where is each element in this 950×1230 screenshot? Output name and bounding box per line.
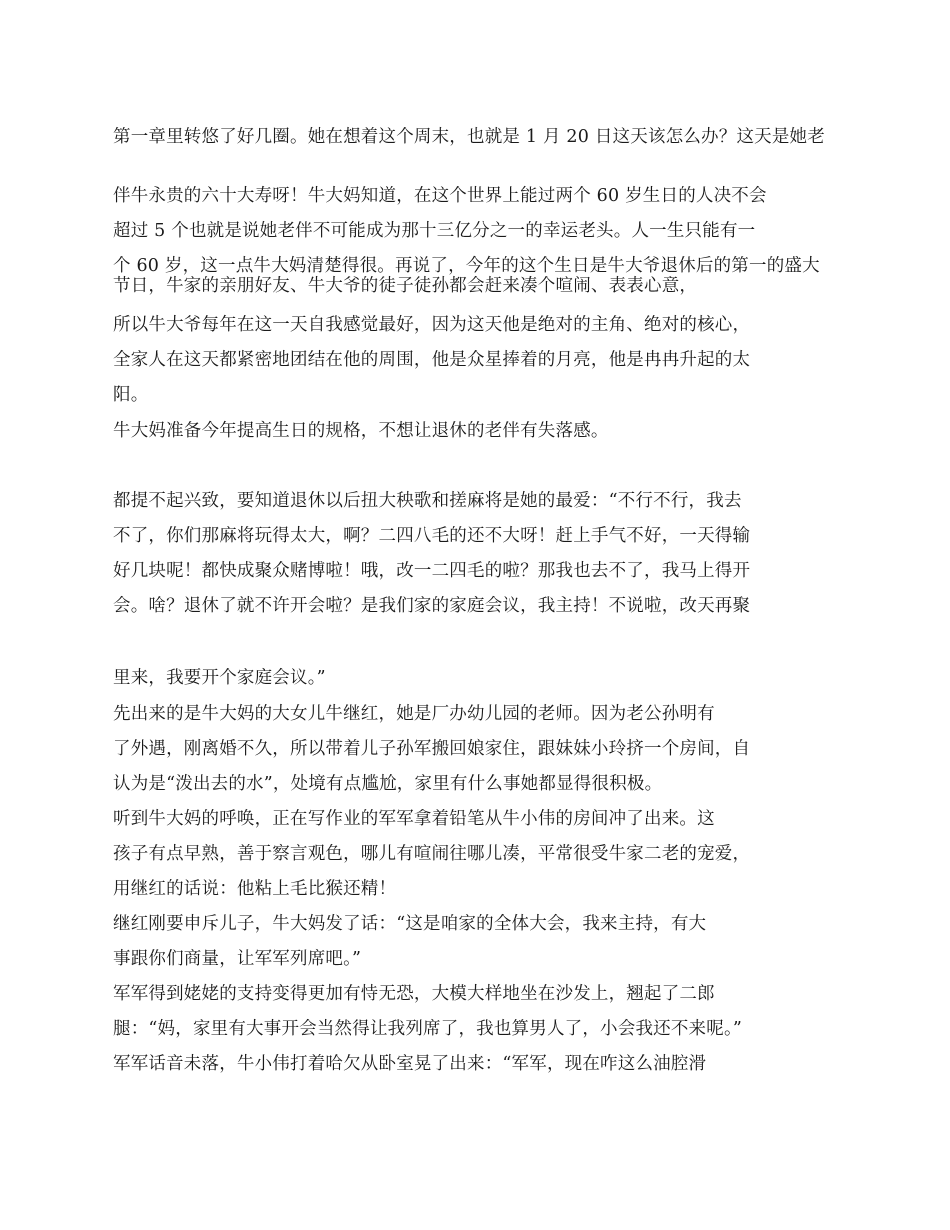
text-line-18: 孩子有点早熟，善于察言观色，哪儿有喧闹往哪儿凑，平常很受牛家二老的宠爱， bbox=[113, 844, 751, 864]
text-line-7: 阳。 bbox=[113, 385, 149, 405]
text-line-8: 牛大妈准备今年提高生日的规格，不想让退休的老伴有失落感。 bbox=[113, 421, 609, 441]
text-line-4: 个 60 岁，这一点牛大妈清楚得很。再说了，今年的这个生日是牛大爷退休后的第一的盛大节日，牛家的亲朋好友、牛大爷的徒子徒孙都会赶来凑个喧闹、表表心意， bbox=[113, 256, 820, 296]
text-line-10: 不了，你们那麻将玩得太大，啊？二四八毛的还不大呀！赶上手气不好，一天得输 bbox=[113, 526, 751, 546]
text-line-1: 第一章里转悠了好几圈。她在想着这个周末，也就是 1 月 20 日这天该怎么办？这天是她老 bbox=[113, 127, 825, 147]
text-line-5: 所以牛大爷每年在这一天自我感觉最好，因为这天他是绝对的主角、绝对的核心， bbox=[113, 315, 751, 335]
text-line-20: 继红刚要申斥儿子，牛大妈发了话：“这是咱家的全体大会，我来主持，有大 bbox=[113, 914, 707, 934]
text-line-2: 伴牛永贵的六十大寿呀！牛大妈知道，在这个世界上能过两个 60 岁生日的人决不会 bbox=[113, 186, 767, 206]
text-line-21: 事跟你们商量，让军军列席吧。” bbox=[113, 949, 362, 969]
text-line-14: 先出来的是牛大妈的大女儿牛继红，她是厂办幼儿园的老师。因为老公孙明有 bbox=[113, 704, 715, 724]
text-line-23: 腿：“妈，家里有大事开会当然得让我列席了，我也算男人了，小会我还不来呢。” bbox=[113, 1019, 743, 1039]
text-line-19: 用继红的话说：他粘上毛比猴还精！ bbox=[113, 879, 397, 899]
text-line-11: 好几块呢！都快成聚众赌博啦！哦，改一二四毛的啦？那我也去不了，我马上得开 bbox=[113, 561, 751, 581]
text-line-9: 都提不起兴致，要知道退休以后扭大秧歌和搓麻将是她的最爱：“不行不行，我去 bbox=[113, 491, 742, 511]
text-line-6: 全家人在这天都紧密地团结在他的周围，他是众星捧着的月亮，他是冉冉升起的太 bbox=[113, 350, 751, 370]
text-line-24: 军军话音未落，牛小伟打着哈欠从卧室晃了出来：“军军，现在咋这么油腔滑 bbox=[113, 1054, 707, 1074]
text-line-3: 超过 5 个也就是说她老伴不可能成为那十三亿分之一的幸运老头。人一生只能有一 bbox=[113, 221, 756, 241]
text-line-16: 认为是“泼出去的水”，处境有点尴尬，家里有什么事她都显得很积极。 bbox=[113, 774, 663, 794]
text-line-17: 听到牛大妈的呼唤，正在写作业的军军拿着铅笔从牛小伟的房间冲了出来。这 bbox=[113, 809, 715, 829]
text-line-13: 里来，我要开个家庭会议。” bbox=[113, 668, 326, 688]
text-line-22: 军军得到姥姥的支持变得更加有恃无恐，大模大样地坐在沙发上，翘起了二郎 bbox=[113, 984, 715, 1004]
text-line-12: 会。啥？退休了就不许开会啦？是我们家的家庭会议，我主持！不说啦，改天再聚 bbox=[113, 596, 751, 616]
text-line-15: 了外遇，刚离婚不久，所以带着儿子孙军搬回娘家住，跟妹妹小玲挤一个房间，自 bbox=[113, 739, 751, 759]
